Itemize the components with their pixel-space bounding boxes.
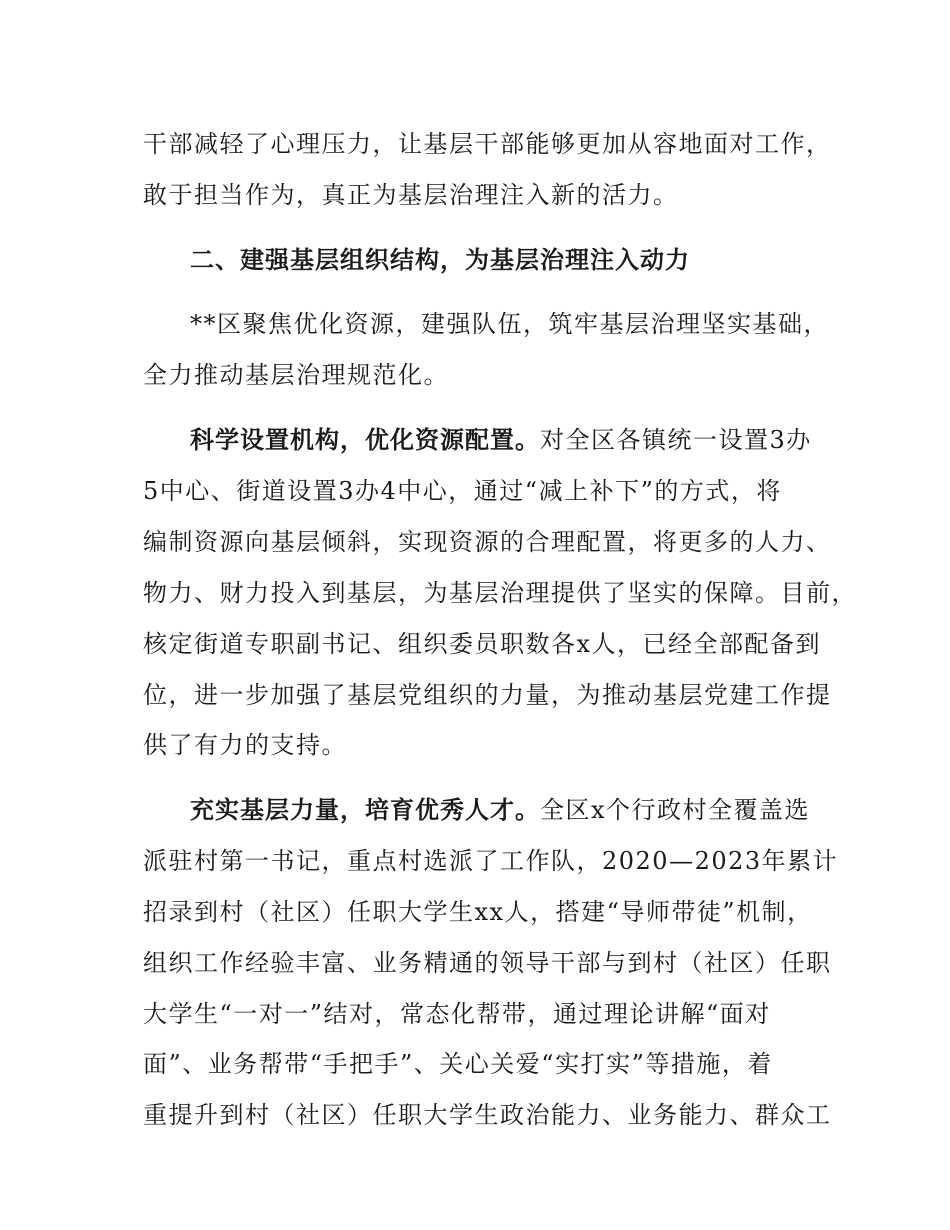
- paragraph-lead-bold: 充实基层力量，培育优秀人才。: [190, 796, 540, 824]
- paragraph-text: 对全区各镇统一设置3办: [540, 426, 812, 454]
- paragraph-line: 大学生“一对一”结对，常态化帮带，通过理论讲解“面对: [143, 1000, 771, 1028]
- paragraph-lead-bold: 科学设置机构，优化资源配置。: [190, 426, 540, 454]
- paragraph-line: 位，进一步加强了基层党组织的力量，为推动基层党建工作提: [143, 681, 832, 709]
- paragraph-line: 核定街道专职副书记、组织委员职数各x人，已经全部配备到: [143, 630, 822, 658]
- paragraph-line: 组织工作经验丰富、业务精通的领导干部与到村（社区）任职: [143, 949, 832, 977]
- paragraph-text: 全区x个行政村全覆盖选: [540, 796, 811, 824]
- paragraph-line: 招录到村（社区）任职大学生xx人，搭建“导师带徒”机制，: [143, 898, 813, 926]
- paragraph-line: 编制资源向基层倾斜，实现资源的合理配置，将更多的人力、: [143, 528, 832, 556]
- paragraph-line: 物力、财力投入到基层，为基层治理提供了坚实的保障。目前，: [143, 579, 857, 607]
- paragraph-line: 重提升到村（社区）任职大学生政治能力、业务能力、群众工: [143, 1101, 832, 1129]
- paragraph-line: 面”、业务帮带“手把手”、关心关爱“实打实”等措施，着: [143, 1050, 773, 1078]
- paragraph-line: 派驻村第一书记，重点村选派了工作队，2020—2023年累计: [143, 847, 839, 875]
- paragraph-first-line: [190, 793, 810, 827]
- paragraph-line: 全力推动基层治理规范化。: [143, 361, 449, 389]
- paragraph-line: 5中心、街道设置3办4中心，通过“减上补下”的方式，将: [143, 477, 782, 505]
- paragraph-line: 敢于担当作为，真正为基层治理注入新的活力。: [143, 181, 679, 209]
- paragraph-line: 供了有力的支持。: [143, 731, 347, 759]
- section-heading: 二、建强基层组织结构，为基层治理注入动力: [190, 246, 690, 274]
- paragraph-line: 干部减轻了心理压力，让基层干部能够更加从容地面对工作，: [143, 130, 832, 158]
- paragraph-line: **区聚焦优化资源，建强队伍，筑牢基层治理坚实基础，: [190, 310, 829, 338]
- paragraph-first-line: [190, 423, 812, 457]
